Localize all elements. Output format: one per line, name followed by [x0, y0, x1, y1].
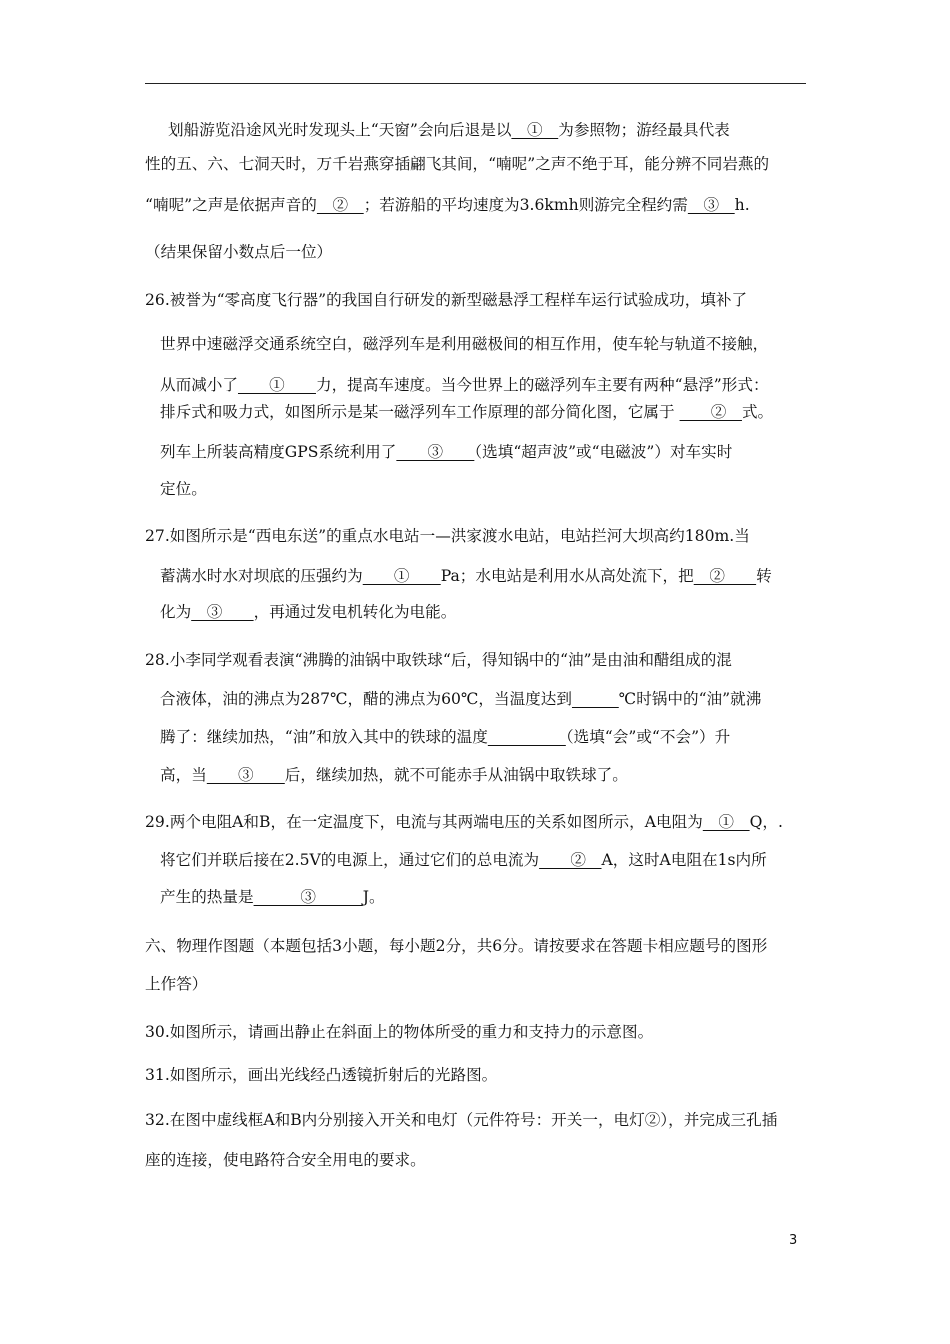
text-run: 划船游览沿途风光时发现头上“天窗”会向后退是以 — [168, 121, 512, 139]
answer-blank — [572, 690, 619, 708]
text-run: Q，. — [749, 813, 783, 831]
text-run: 26.被誉为“零高度飞行器”的我国自行研发的新型磁悬浮工程样车运行试验成功，填补了 — [145, 291, 748, 309]
text-run: ℃时锅中的“油”就沸 — [618, 690, 762, 708]
text-run: （结果保留小数点后一位） — [145, 243, 333, 261]
answer-blank: ③ — [206, 766, 285, 784]
page-number: 3 — [789, 1233, 798, 1248]
text-run: 座的连接，使电路符合安全用电的要求。 — [145, 1151, 426, 1169]
text-run: 高，当 — [160, 766, 207, 784]
text-line — [145, 154, 769, 174]
text-run: 化为 — [160, 603, 192, 621]
text-line — [160, 727, 730, 747]
text-line — [145, 936, 767, 956]
text-run: 力，提高车速度。当今世界上的磁浮列车主要有两种“悬浮”形式： — [315, 376, 769, 394]
text-line — [160, 602, 456, 622]
text-run: （选填“会”或“不会”）升 — [565, 728, 731, 746]
text-line — [145, 1150, 426, 1170]
text-run: 式。 — [741, 403, 774, 421]
text-line — [160, 375, 769, 395]
text-line — [160, 887, 385, 907]
text-run: 32.在图中虚线框A和B内分别接入开关和电灯（元件符号：开关一，电灯②），并完成三孔插 — [145, 1111, 778, 1129]
text-run: 后，继续加热，就不可能赤手从油锅中取铁球了。 — [284, 766, 628, 784]
answer-blank: ① — [362, 567, 441, 585]
text-line — [160, 334, 768, 354]
text-run: J。 — [362, 888, 385, 906]
answer-blank: ② — [679, 403, 742, 421]
text-line — [145, 812, 783, 832]
text-run: “喃呢”之声是依据声音的 — [145, 196, 317, 214]
text-line — [145, 242, 332, 262]
text-run: 将它们并联后接在2.5V的电源上，通过它们的总电流为 — [160, 851, 540, 869]
text-line — [160, 765, 628, 785]
text-run: ；若游船的平均速度为3.6kmh则游完全程约需 — [363, 196, 688, 214]
text-run: A，这时A电阻在1s内所 — [601, 851, 767, 869]
answer-blank: ③ — [396, 443, 475, 461]
text-line — [145, 1022, 653, 1042]
header-rule — [145, 83, 806, 84]
text-run: 性的五、六、七洞天时，万千岩燕穿插翩飞其间，“喃呢”之声不绝于耳，能分辨不同岩燕的 — [145, 155, 770, 173]
text-run: 腾了：继续加热，“油”和放入其中的铁球的温度 — [160, 728, 488, 746]
text-run: 为参照物；游经最具代表 — [558, 121, 730, 139]
text-run: 上作答） — [145, 975, 208, 993]
answer-blank: ③ — [687, 196, 735, 214]
text-run: 转 — [756, 567, 772, 585]
answer-blank: ① — [702, 813, 750, 831]
text-run: 合液体，油的沸点为287℃，醋的沸点为60℃，当温度达到 — [160, 690, 572, 708]
text-line — [160, 689, 761, 709]
answer-blank — [488, 728, 566, 746]
text-line — [145, 1065, 497, 1085]
answer-blank: ③ — [191, 603, 254, 621]
text-line — [145, 974, 207, 994]
text-line — [160, 402, 773, 422]
text-run: 六、物理作图题（本题包括3小题，每小题2分，共6分。请按要求在答题卡相应题号的图形 — [145, 937, 768, 955]
answer-blank: ③ — [253, 888, 363, 906]
text-run: 定位。 — [160, 480, 207, 498]
text-line — [160, 479, 207, 499]
text-line — [160, 442, 732, 462]
text-run: 28.小李同学观看表演“沸腾的油锅中取铁球“后，得知锅中的“油”是由油和醋组成的混 — [145, 651, 732, 669]
text-run: 从而减小了 — [160, 376, 238, 394]
text-run: 31.如图所示，画出光线经凸透镜折射后的光路图。 — [145, 1066, 498, 1084]
text-run: 30.如图所示，请画出静止在斜面上的物体所受的重力和支持力的示意图。 — [145, 1023, 654, 1041]
text-run: 27.如图所示是“西电东送”的重点水电站一—洪家渡水电站，电站拦河大坝高约180m.当 — [145, 527, 750, 545]
text-line — [145, 650, 732, 670]
text-run: ，再通过发电机转化为电能。 — [253, 603, 457, 621]
answer-blank: ① — [237, 376, 316, 394]
text-run: 蓄满水时水对坝底的压强约为 — [160, 567, 363, 585]
answer-blank: ② — [693, 567, 757, 585]
text-line — [160, 850, 767, 870]
text-run: 产生的热量是 — [160, 888, 254, 906]
answer-blank: ② — [316, 196, 364, 214]
text-line — [145, 526, 750, 546]
text-line — [160, 566, 772, 586]
answer-blank: ② — [539, 851, 602, 869]
text-line — [145, 195, 750, 215]
text-line — [168, 120, 730, 140]
text-run: Pa；水电站是利用水从高处流下，把 — [440, 567, 694, 585]
text-run: 29.两个电阻A和B，在一定温度下，电流与其两端电压的关系如图所示，A电阻为 — [145, 813, 703, 831]
answer-blank: ① — [511, 121, 559, 139]
text-line — [145, 290, 747, 310]
text-run: 排斥式和吸力式，如图所示是某一磁浮列车工作原理的部分简化图，它属于 — [160, 403, 680, 421]
text-run: 世界中速磁浮交通系统空白，磁浮列车是利用磁极间的相互作用，使车轮与轨道不接触， — [160, 335, 769, 353]
text-run: （选填“超声波”或“电磁波”）对车实时 — [474, 443, 733, 461]
text-run: 列车上所装高精度GPS系统利用了 — [160, 443, 397, 461]
text-run: h. — [734, 196, 750, 214]
text-line — [145, 1110, 777, 1130]
